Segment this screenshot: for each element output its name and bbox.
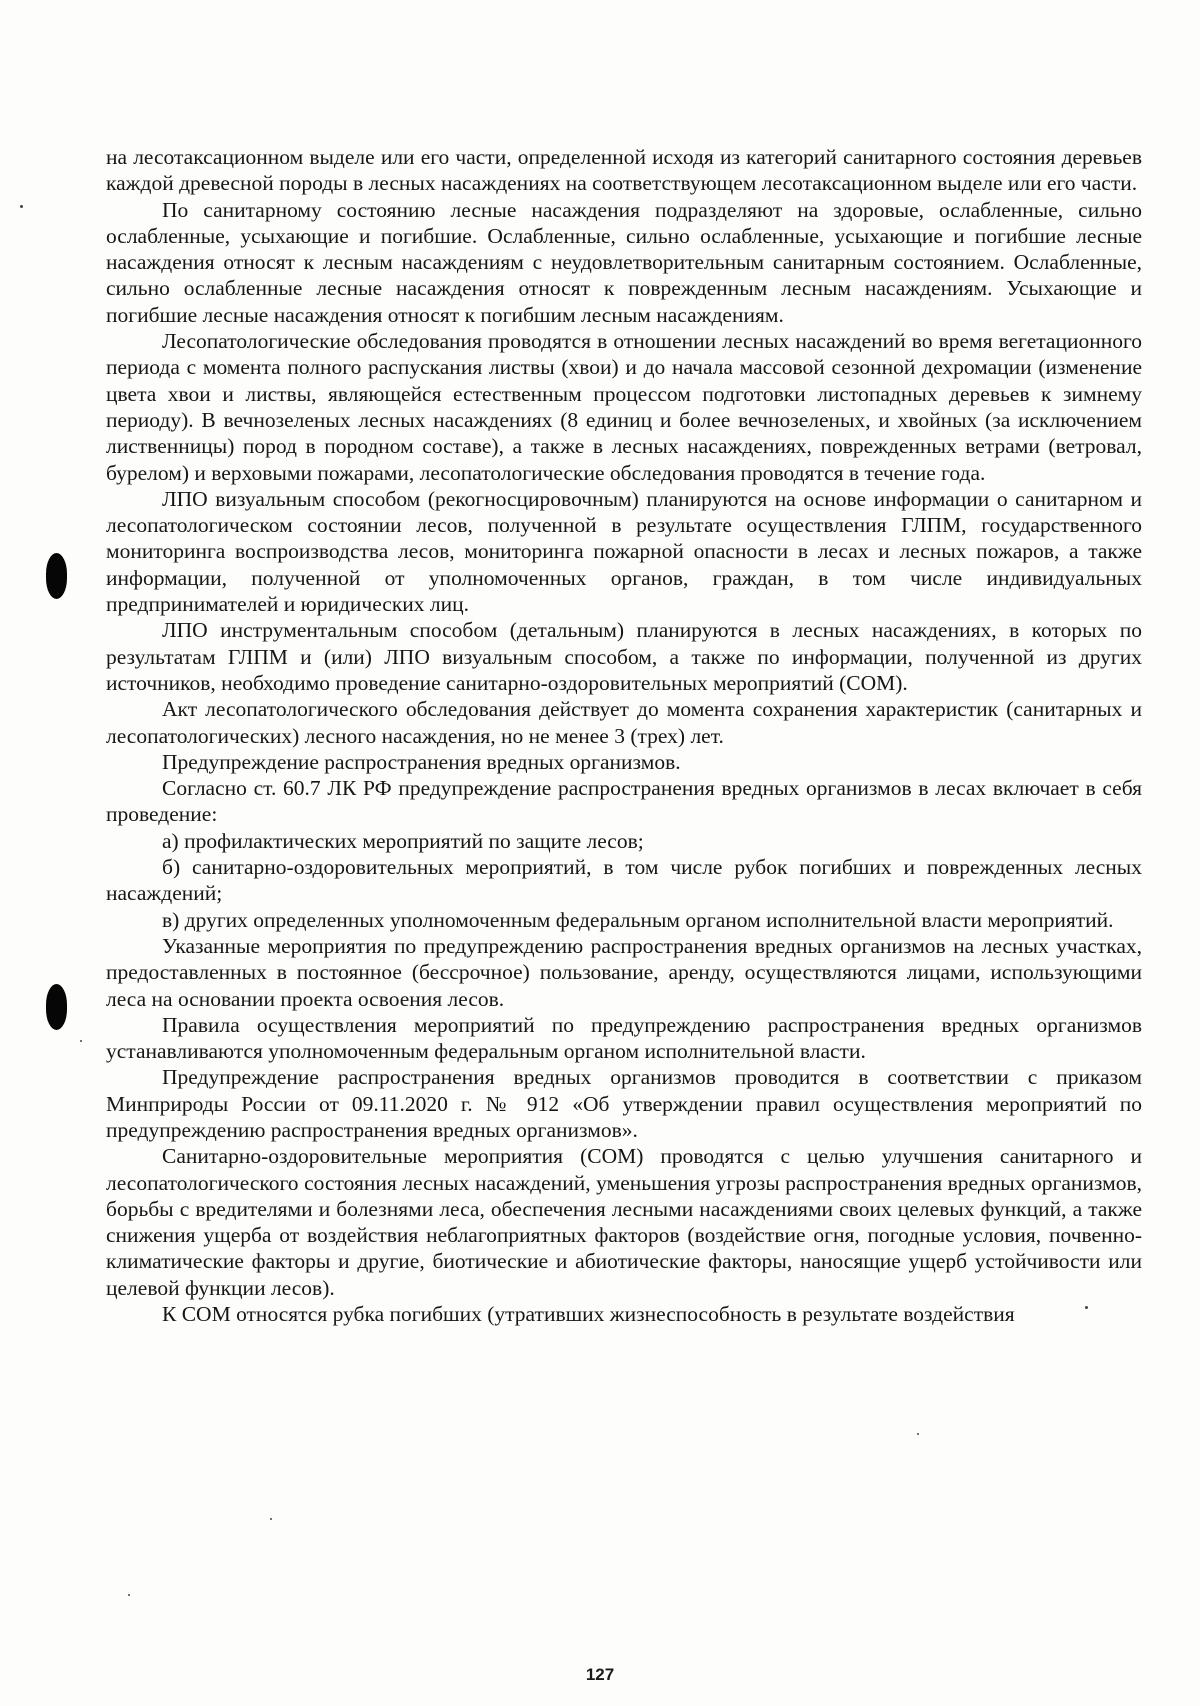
page-number: 127 xyxy=(585,1665,615,1684)
paragraph: К СОМ относятся рубка погибших (утративших жизнеспособность в результате воздействия xyxy=(162,1302,1015,1327)
paragraph: ЛПО визуальным способом (рекогносцировочным) планируются на основе информации о санитарном и лесопатологическом состоянии лесов, полученной в результате осуществления ГЛПМ, государственного мониторинга воспроизводства лесов, мониторинга пожарной опасности в лесах и лесных пожаров, а также информации, полученной от уполномоченных органов, граждан, в том числе индивидуальных предпринимателей и юридических лиц. xyxy=(106,486,1142,617)
paragraph: Правила осуществления мероприятий по предупреждению распространения вредных организмов устанавливаются уполномоченным федеральным органом исполнительной власти. xyxy=(106,1012,1142,1064)
list-item: б) санитарно-оздоровительных мероприятий, в том числе рубок погибших и поврежденных лесных насаждений; xyxy=(106,855,1142,906)
paragraph: Санитарно-оздоровительные мероприятия (СОМ) проводятся с целью улучшения санитарного и лесопатологического состояния лесных насаждений, уменьшения угрозы распространения вредных организмов, борьбы с вредителями и болезнями леса, обеспечения лесными насаждениями своих целевых функций, а также снижения ущерба от воздействия неблагоприятных факторов (воздействие огня, погодные условия, почвенно-климатические факторы и другие, биотические и абиотические факторы, наносящие ущерб устойчивости или целевой функции лесов). xyxy=(106,1144,1142,1300)
paragraph: Согласно ст. 60.7 ЛК РФ предупреждение распространения вредных организмов в лесах включает в себя проведение: xyxy=(106,776,1142,827)
paragraph: ЛПО инструментальным способом (детальным) планируются в лесных насаждениях, в которых по результатам ГЛПМ и (или) ЛПО визуальным способом, а также по информации, полученной из других источников, необходимо проведение санитарно-оздоровительных мероприятий (СОМ). xyxy=(106,618,1142,695)
paragraph: По санитарному состоянию лесные насаждения подразделяют на здоровые, ослабленные, сильно ослабленные, усыхающие и погибшие. Ослабленные, сильно ослабленные, усыхающие и погибшие лесные насаждения относят к лесным насаждениям с неудовлетворительным санитарным состоянием. Ослабленные, сильно ослабленные лесные насаждения относят к поврежденным лесным насаждениям. Усыхающие и погибшие лесные насаждения относят к погибшим лесным насаждениям. xyxy=(106,197,1142,327)
scan-speck xyxy=(80,1040,82,1042)
paragraph: Акт лесопатологического обследования действует до момента сохранения характеристик (санитарных и лесопатологических) лесного насаждения, но не менее 3 (трех) лет. xyxy=(106,697,1142,748)
punch-hole-mark xyxy=(46,984,67,1030)
punch-hole-mark xyxy=(46,553,67,599)
scan-speck xyxy=(917,1433,919,1435)
scan-speck xyxy=(20,205,23,208)
scan-speck xyxy=(128,1594,130,1596)
paragraph: Предупреждение распространения вредных организмов проводится в соответствии с приказом Минприроды России от 09.11.2020 г. № 912 «Об утверждении правил осуществления мероприятий по предупреждению распространения вредных организмов». xyxy=(106,1065,1142,1142)
document-body xyxy=(106,144,1142,1327)
section-heading: Предупреждение распространения вредных организмов. xyxy=(162,749,681,774)
paragraph: Лесопатологические обследования проводятся в отношении лесных насаждений во время вегетационного периода с момента полного распускания листвы (хвои) и до начала массовой сезонной дехромации (изменение цвета хвои и листвы, являющейся естественным процессом подготовки листопадных деревьев к зимнему периоду). В вечнозеленых лесных насаждениях (8 единиц и более вечнозеленых, и хвойных (за исключением лиственницы) пород в породном составе), а также в лесных насаждениях, поврежденных ветрами (ветровал, бурелом) и верховыми пожарами, лесопатологические обследования проводятся в течение года. xyxy=(106,329,1142,485)
scan-speck xyxy=(270,1518,272,1520)
paragraph: на лесотаксационном выделе или его части, определенной исходя из категорий санитарного состояния деревьев каждой древесной породы в лесных насаждениях на соответствующем лесотаксационном выделе или его части. xyxy=(106,145,1142,196)
list-item: в) других определенных уполномоченным федеральным органом исполнительной власти мероприятий. xyxy=(162,907,1114,932)
list-item: а) профилактических мероприятий по защите лесов; xyxy=(162,828,644,853)
paragraph: Указанные мероприятия по предупреждению распространения вредных организмов на лесных участках, предоставленных в постоянное (бессрочное) пользование, аренду, осуществляются лицами, использующими леса на основании проекта освоения лесов. xyxy=(106,933,1142,1011)
